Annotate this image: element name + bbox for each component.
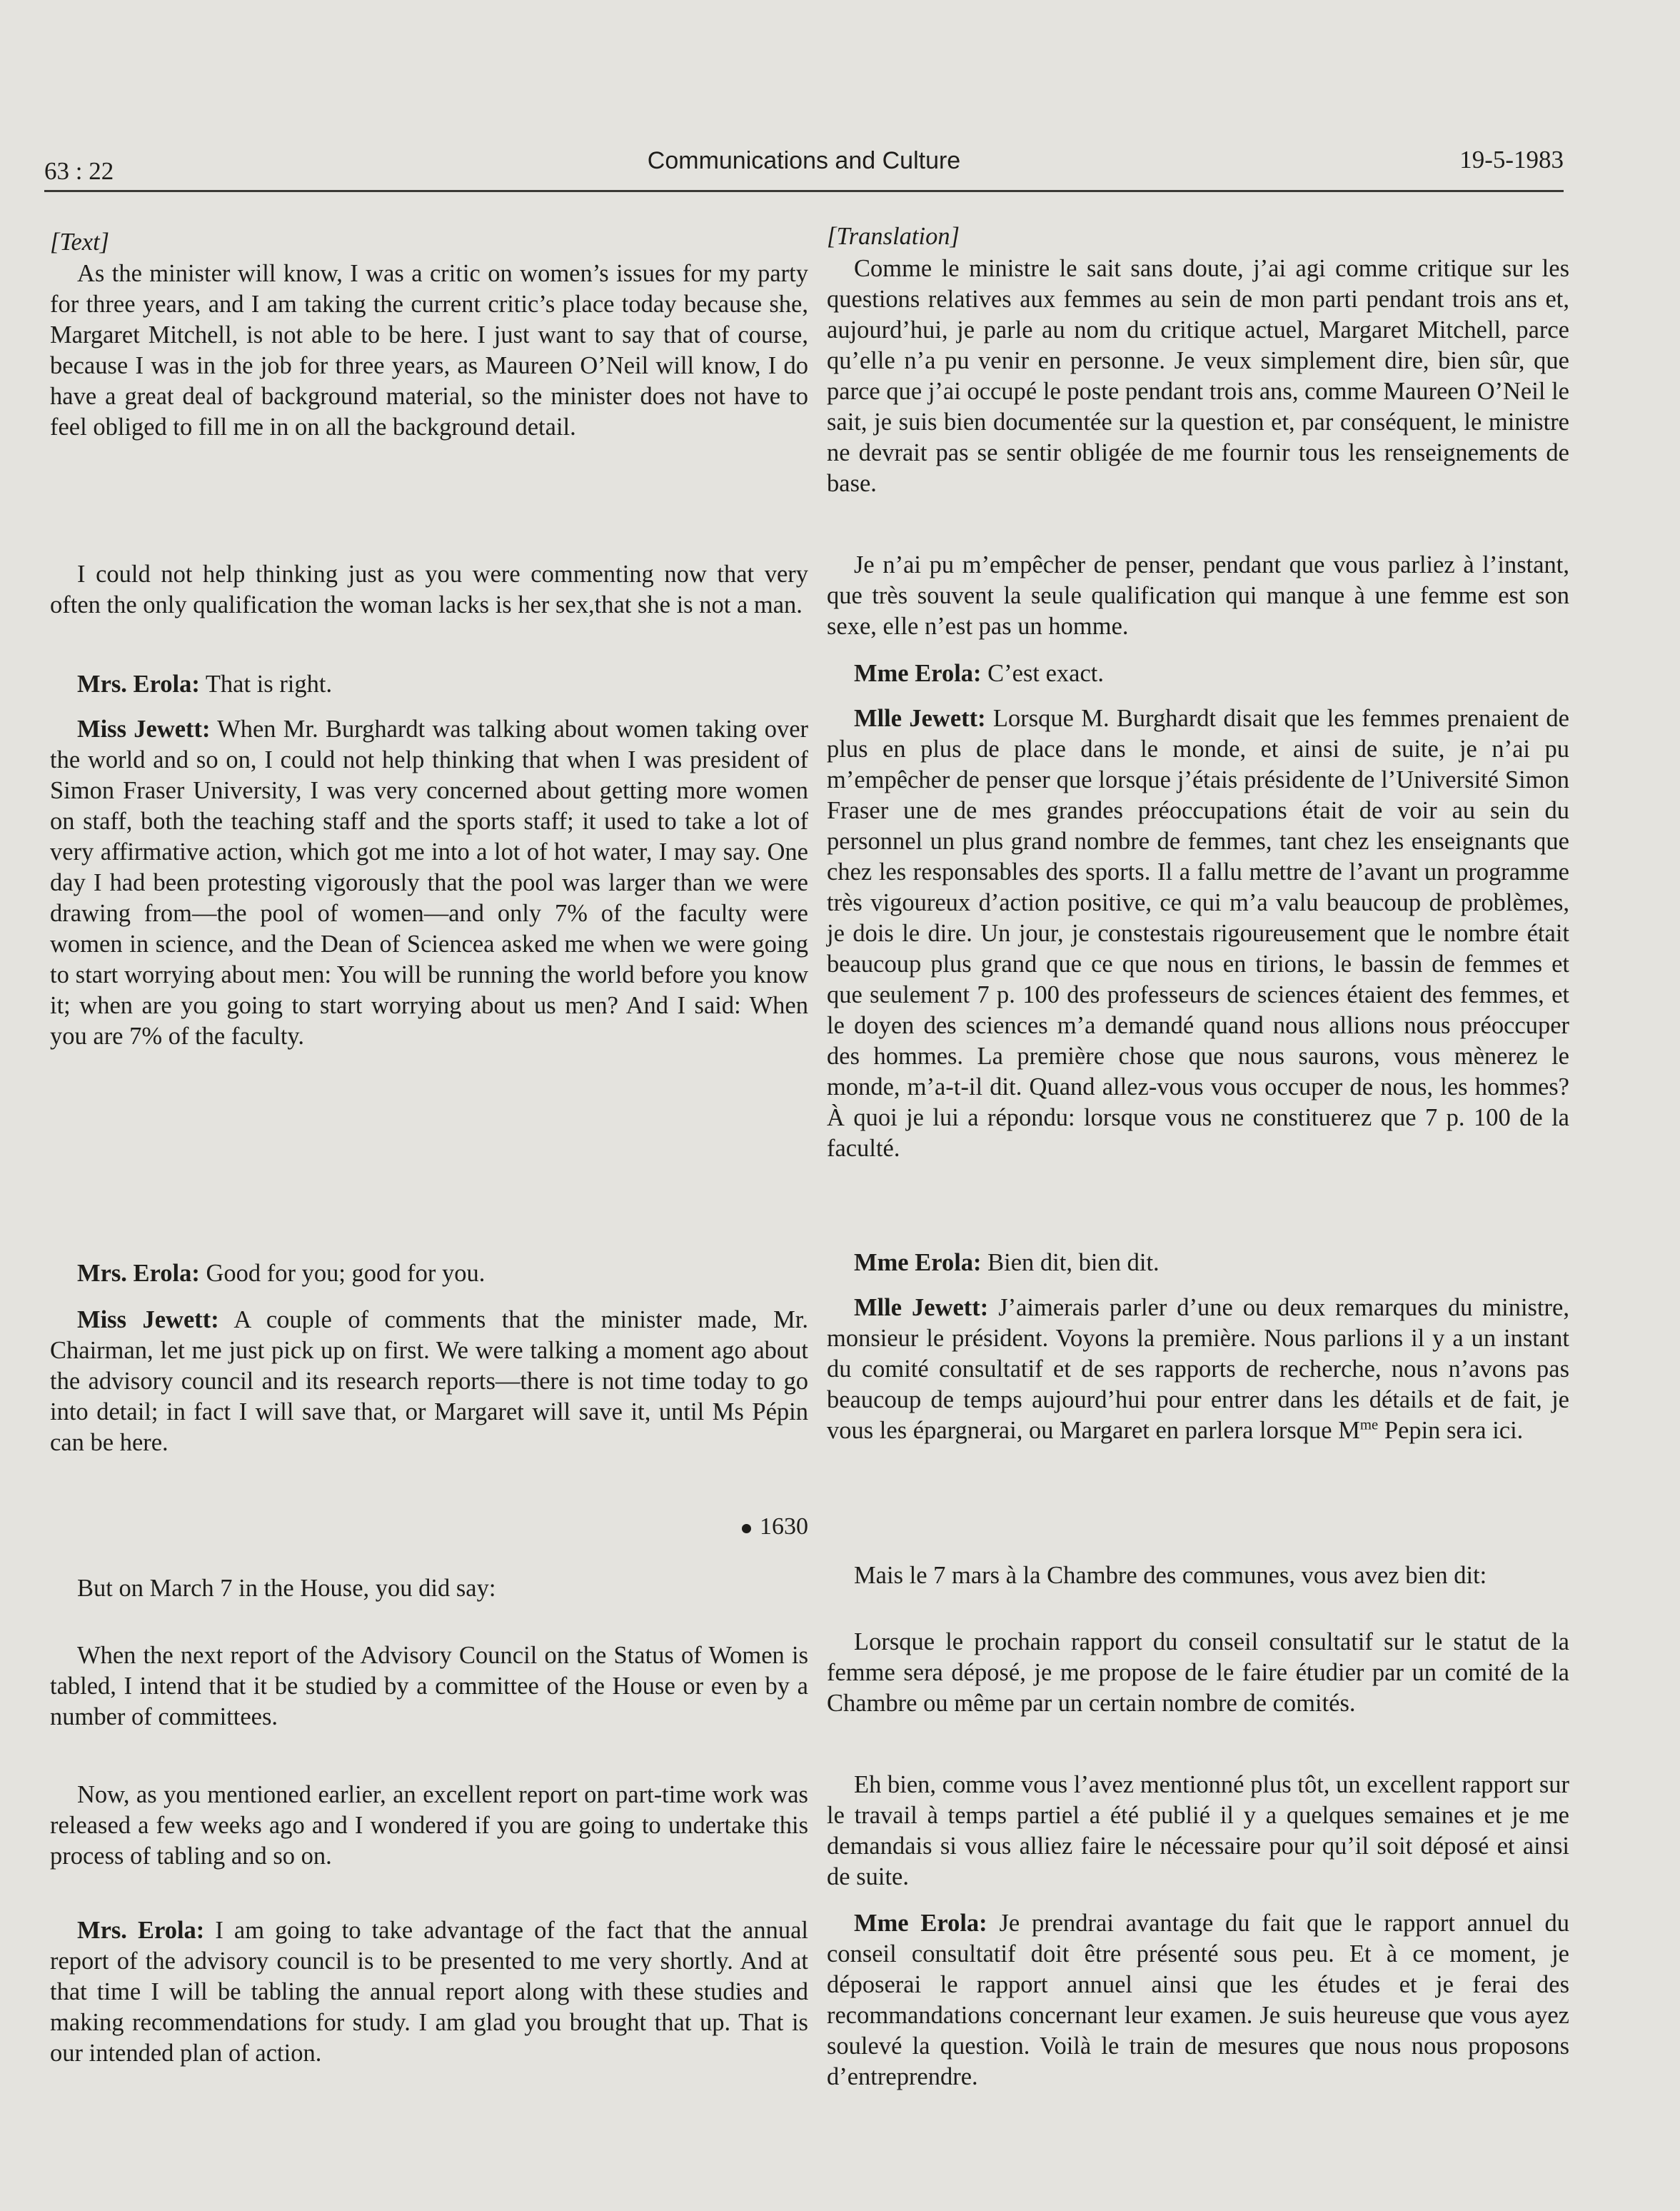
bullet-icon bbox=[742, 1524, 751, 1533]
time-marker-value: 1630 bbox=[760, 1513, 808, 1540]
fr-paragraph-1: Comme le ministre le sait sans doute, j’ai agi comme critique sur les questions relatives aux femmes au sein de mon parti pendant trois ans et, aujourd’hui, je parle au nom du critique actuel, Margaret Mitchell, parce qu’elle n’a pu venir en personne. Je veux simplement dire, bien sûr, que parce que j’ai occupé le poste pendant trois ans, comme Maureen O’Neil le sait, je suis bien documentée sur la question et, par conséquent, le ministre ne devrait pas se sentir obligée de me fournir tous les renseignements de base. bbox=[827, 255, 1569, 497]
speaker-name: Mme Erola: bbox=[854, 1249, 982, 1276]
speaker-name: Miss Jewett: bbox=[77, 1306, 219, 1333]
speech-text: Je prendrai avantage du fait que le rapport annuel du conseil consultatif doit être présenté sous peu. Et à ce moment, je déposerai le rapport annuel ainsi que les études et je ferai des recommandations concernant leur examen. Je suis heureuse que vous ayez soulevé la question. Voilà le train de mesures que nous nous proposons d’entreprendre. bbox=[827, 1910, 1569, 2090]
speech-text: That is right. bbox=[199, 671, 333, 698]
header-rule bbox=[44, 190, 1564, 192]
en-paragraph-2: I could not help thinking just as you were commenting now that very often the only qualification the woman lacks is her sex,that she is not a man. bbox=[50, 561, 808, 618]
speaker-name: Mlle Jewett: bbox=[854, 705, 986, 732]
en-paragraph-4 bbox=[50, 714, 808, 1052]
speaker-name: Miss Jewett: bbox=[77, 716, 211, 743]
fr-paragraph-7: Mais le 7 mars à la Chambre des communes, vous avez bien dit: bbox=[854, 1562, 1487, 1589]
en-paragraph-7: But on March 7 in the House, you did say: bbox=[77, 1575, 496, 1602]
en-paragraph-9: Now, as you mentioned earlier, an excellent report on part-time work was released a few weeks ago and I wondered if you are going to undertake this process of tabling and so on. bbox=[50, 1781, 808, 1870]
fr-paragraph-3 bbox=[827, 658, 1569, 689]
fr-paragraph-4 bbox=[827, 703, 1569, 1164]
fr-paragraph-6 bbox=[827, 1293, 1569, 1446]
page-header bbox=[44, 143, 1564, 186]
text-label: [Text] bbox=[50, 229, 110, 256]
speech-text: Bien dit, bien dit. bbox=[981, 1249, 1160, 1276]
speaker-name: Mrs. Erola: bbox=[77, 1917, 205, 1944]
speaker-name: Mme Erola: bbox=[854, 1910, 987, 1937]
en-quote: When the next report of the Advisory Council on the Status of Women is tabled, I intend that it be studied by a committee of the House or even by a number of committees. bbox=[50, 1642, 808, 1730]
translation-label-word: Translation bbox=[836, 223, 950, 250]
speech-text: Lorsque M. Burghardt disait que les femmes prenaient de plus en plus de place dans le monde, et ainsi de suite, je n’ai pu m’empêcher de penser que lorsque j’étais présidente de l’Université Simon Fraser une de mes grandes préoccupations était de voir au sein du personnel un plus grand nombre de femmes, tant chez les enseignants que chez les responsables des sports. Il a fallu mettre de l’avant un programme très vigoureux d’action positive, ce qui m’a valu beaucoup de problèmes, je dois le dire. Un jour, je constestais rigoureusement que le nombre était beaucoup plus grand que ce que nous en tirions, le bassin de femmes et que seulement 7 p. 100 des professeurs de sciences étaient des femmes, et le doyen des sciences m’a demandé quand nous allions nous préoccuper des hommes. La première chose que nous saurons, vous mènerez le monde, m’a-t-il dit. Quand allez-vous vous occuper de nous, les hommes? À quoi je lui a répondu: lorsque vous ne constituerez que 7 p. 100 de la faculté. bbox=[827, 705, 1569, 1162]
page-number: 63 : 22 bbox=[44, 157, 114, 185]
en-paragraph-6 bbox=[50, 1305, 808, 1458]
text-label-word: Text bbox=[59, 229, 100, 256]
speaker-name: Mrs. Erola: bbox=[77, 1260, 200, 1287]
running-title: Communications and Culture bbox=[647, 147, 961, 174]
speech-text: C’est exact. bbox=[981, 660, 1104, 687]
speech-text: A couple of comments that the minister made, Mr. Chairman, let me just pick up on first. We were talking a moment ago about the advisory council and its research reports—there is not time today to go into detail; in fact I will save that, or Margaret will save it, until Ms Pépin can be here. bbox=[50, 1306, 808, 1456]
fr-paragraph-2: Je n’ai pu m’empêcher de penser, pendant que vous parliez à l’instant, que très souvent la seule qualification qui manque à une femme est son sexe, elle n’est pas un homme. bbox=[827, 551, 1569, 640]
en-paragraph-1: As the minister will know, I was a critic on women’s issues for my party for three years, and I am taking the current critic’s place today because she, Margaret Mitchell, is not able to be here. I just want to say that of course, because I was in the job for three years, as Maureen O’Neil will know, I do have a great deal of background material, so the minister does not have to feel obliged to fill me in on all the background detail. bbox=[50, 260, 808, 441]
fr-paragraph-9: Eh bien, comme vous l’avez mentionné plus tôt, un excellent rapport sur le travail à temps partiel a été publié il y a quelques semaines et je me demandais si vous alliez faire le nécessaire pour qu’il soit déposé et ainsi de suite. bbox=[827, 1771, 1569, 1890]
fr-quote: Lorsque le prochain rapport du conseil consultatif sur le statut de la femme sera déposé, je me propose de le faire étudier par un comité de la Chambre ou même par un certain nombre de comités. bbox=[827, 1628, 1569, 1717]
time-marker bbox=[742, 1511, 808, 1542]
speech-text: When Mr. Burghardt was talking about women taking over the world and so on, I could not help thinking that when I was president of Simon Fraser University, I was very concerned about getting more women on staff, both the teaching staff and the sports staff; it used to take a lot of very affirmative action, which got me into a lot of hot water, I may say. One day I had been protesting vigorously that the pool was larger than we were drawing from—the pool of women—and only 7% of the faculty were women in science, and the Dean of Sciencea asked me when we were going to start worrying about men: You will be running the world before you know it; when are you going to start worrying about us men? And I said: When you are 7% of the faculty. bbox=[50, 716, 808, 1050]
speaker-name: Mme Erola: bbox=[854, 660, 982, 687]
speaker-name: Mlle Jewett: bbox=[854, 1294, 989, 1321]
en-paragraph-3 bbox=[50, 669, 808, 700]
issue-date: 19-5-1983 bbox=[1459, 146, 1564, 174]
en-paragraph-10 bbox=[50, 1915, 808, 2069]
speech-text: Pepin sera ici. bbox=[1378, 1417, 1524, 1444]
speech-text: I am going to take advantage of the fact that the annual report of the advisory council is to be presented to me very shortly. And at that time I will be tabling the annual report along with these studies and making recommendations for study. I am glad you brought that up. That is our intended plan of action. bbox=[50, 1917, 808, 2067]
fr-paragraph-5 bbox=[827, 1248, 1569, 1278]
speaker-name: Mrs. Erola: bbox=[77, 671, 200, 698]
speech-text: J’aimerais parler d’une ou deux remarques du ministre, monsieur le président. Voyons la première. Nous parlions il y a un instant du comité consultatif et de ses rapports de recherche, nous n’avons pas beaucoup de temps aujourd’hui pour entrer dans les détails et de fait, je vous les épargnerai, ou Margaret en parlera lorsque M bbox=[827, 1294, 1569, 1444]
translation-label: [Translation] bbox=[827, 223, 960, 250]
fr-paragraph-10 bbox=[827, 1908, 1569, 2092]
en-paragraph-5 bbox=[50, 1258, 808, 1289]
honorific-superscript: me bbox=[1359, 1417, 1379, 1433]
speech-text: Good for you; good for you. bbox=[199, 1260, 486, 1287]
